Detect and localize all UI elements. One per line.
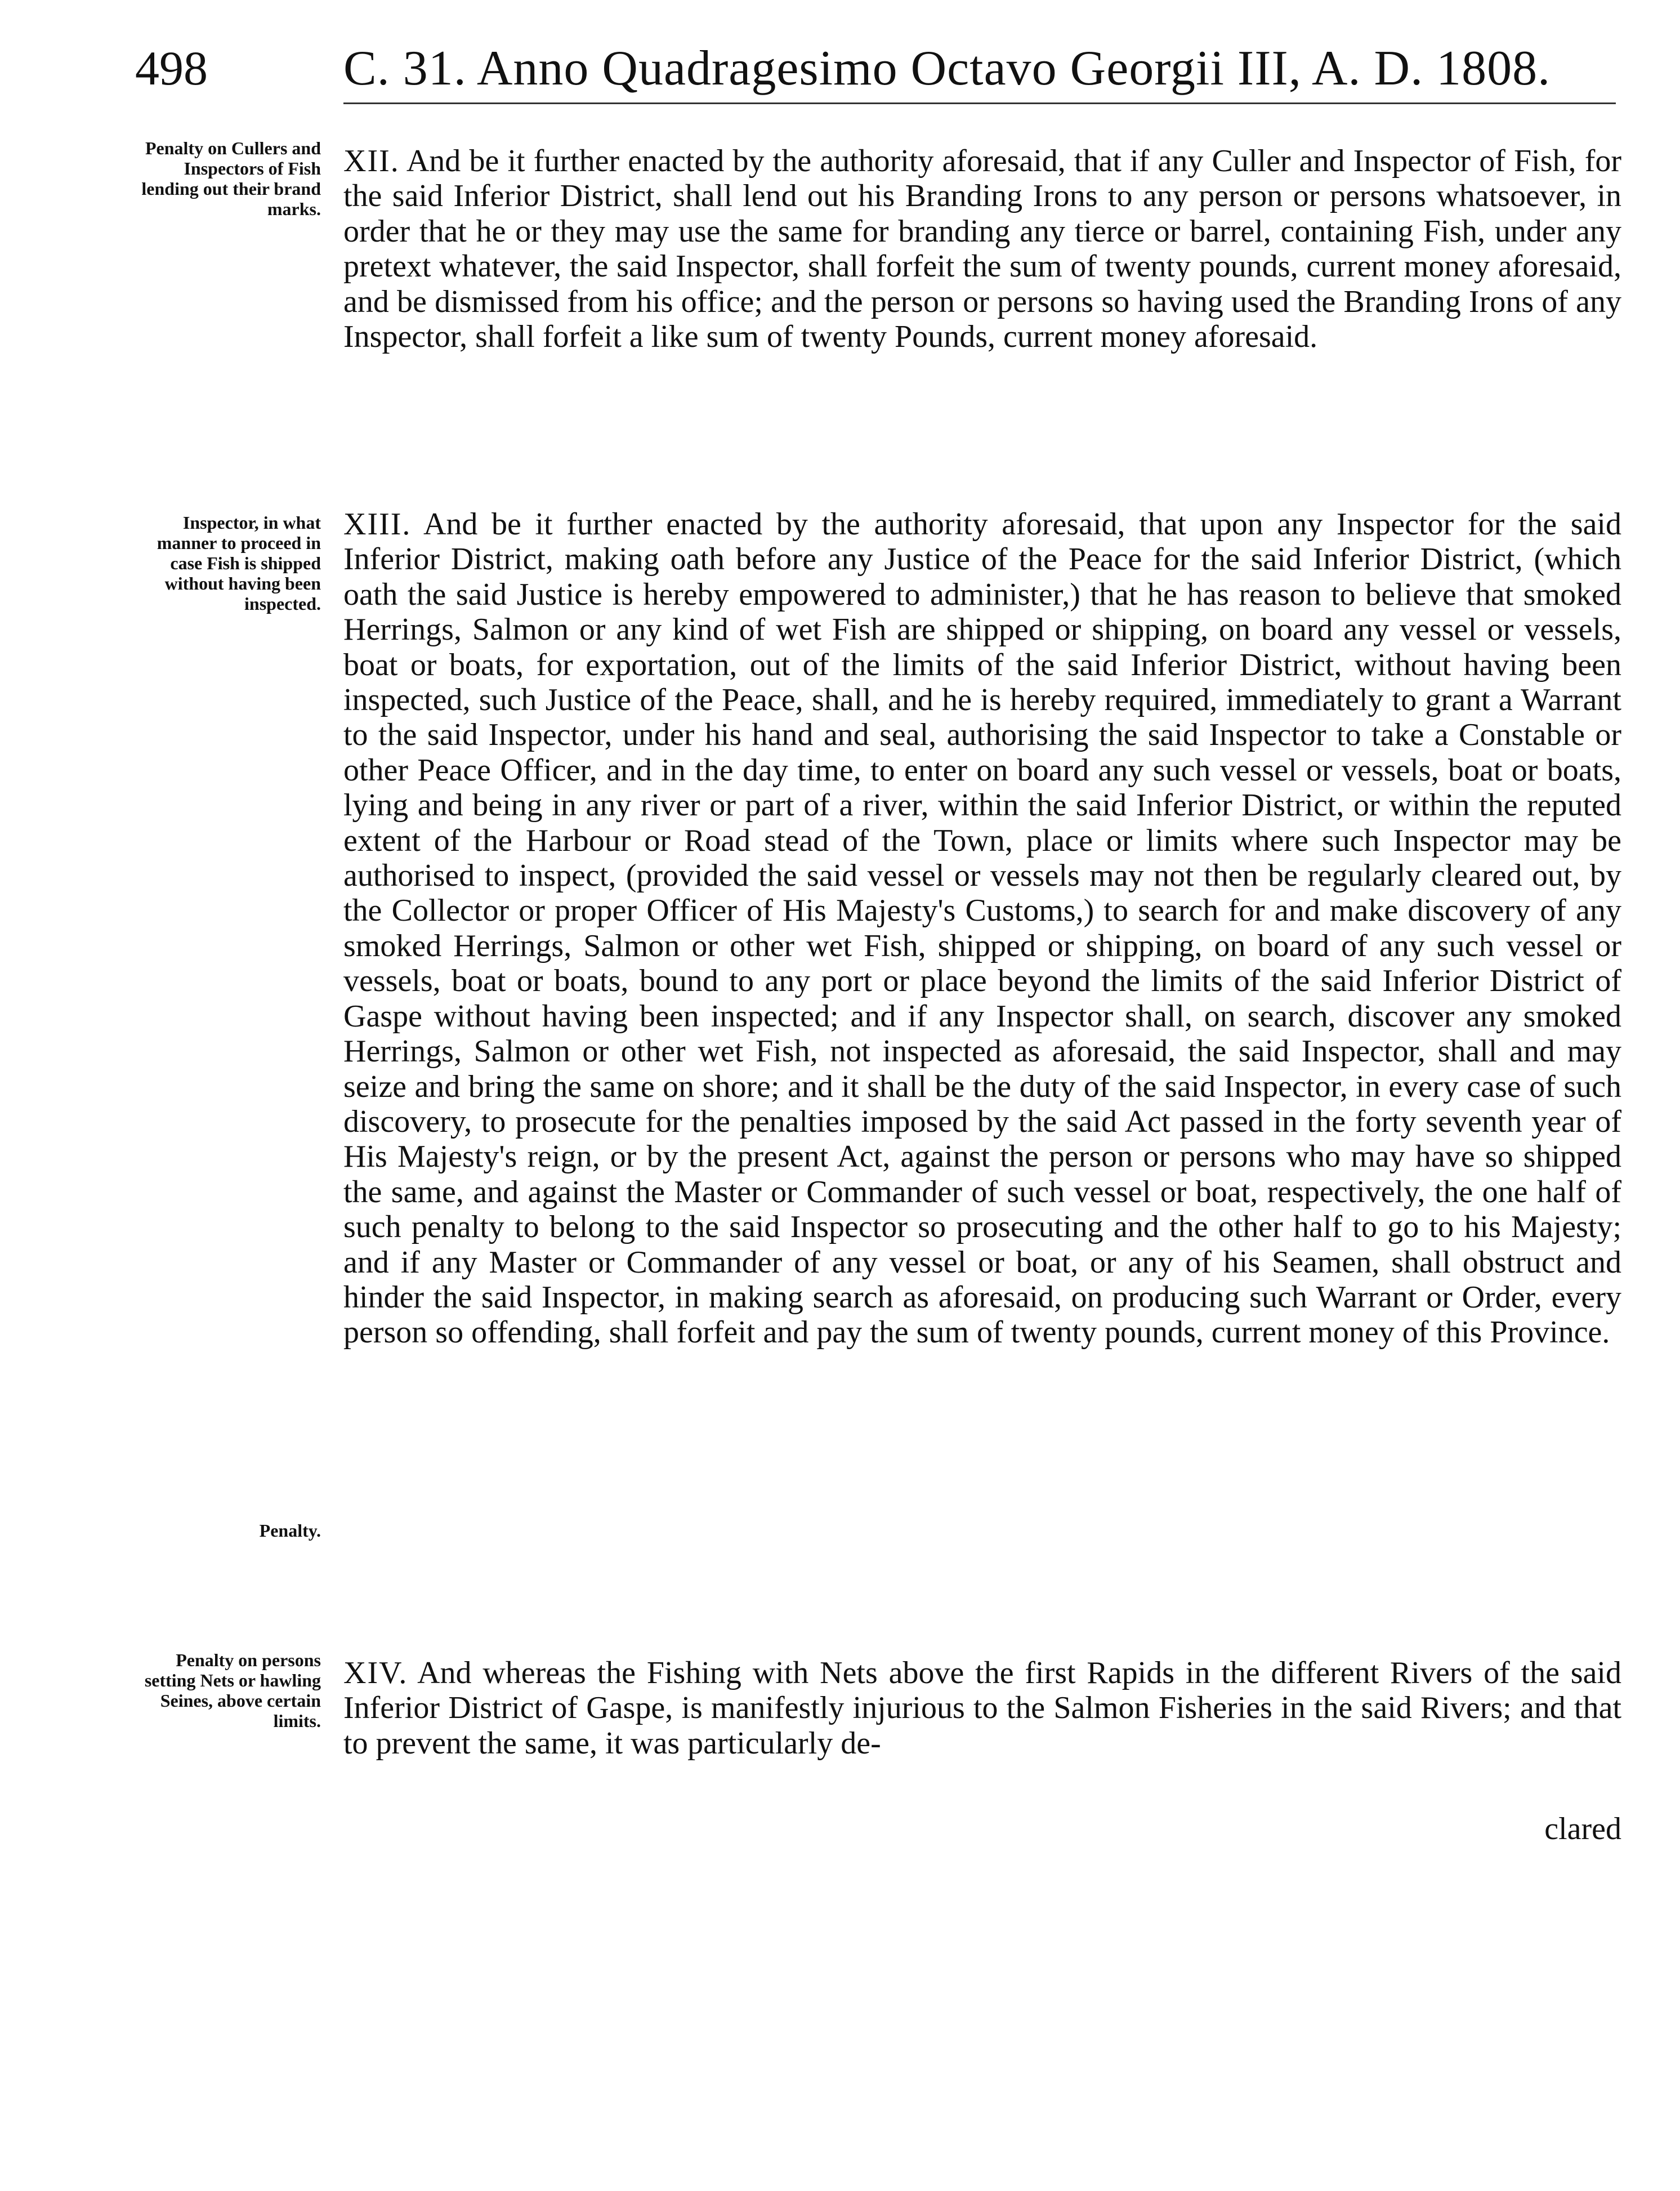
margin-note-text: Penalty.: [259, 1520, 321, 1541]
section-text: And be it further enacted by the authority aforesaid, that upon any Inspector for the said Inferior District, making oath before any Justice of the Peace for the said Inferior District, (which oath the said Justice is hereby empowered to administer,) that he has reason to believe that smoked Herrings, Salmon or any kind of wet Fish are shipped or shipping, on board any vessel or vessels, boat or boats, for exportation, out of the limits of the said Inferior District, without having been inspected, such Justice of the Peace, shall, and he is hereby required, immediately to grant a Warrant to the said Inspector, under his hand and seal, authorising the said Inspector to take a Constable or other Peace Officer, and in the day time, to enter on board any such vessel or vessels, boat or boats, lying and being in any river or part of a river, within the said Inferior District, or within the reputed extent of the Harbour or Road stead of the Town, place or limits where such Inspector may be authorised to inspect, (provided the said vessel or vessels may not then be regularly cleared out, by the Collector or proper Officer of His Majesty's Customs,) to search for and make discovery of any smoked Herrings, Salmon or other wet Fish, shipped or shipping, on board of any such vessel or vessels, boat or boats, bound to any port or place beyond the limits of the said Inferior District of Gaspe without having been inspected; and if any Inspector shall, on search, discover any smoked Herrings, Salmon or other wet Fish, not inspected as aforesaid, the said Inspector, shall and may seize and bring the same on shore; and it shall be the duty of the said Inspector, in every case of such discovery, to prosecute for the penalties imposed by the said Act passed in the forty seventh year of His Majesty's reign, or by the present Act, against the person or persons who may have so shipped the same, and against the Master or Commander of such vessel or boat, respectively, the one half of such penalty to belong to the said Inspector so prosecuting and the other half to go to his Majesty; and if any Master or Commander of any vessel or boat, or any of his Seamen, shall obstruct and hinder the said Inspector, in making search as aforesaid, on producing such Warrant or Order, every person so offending, shall forfeit and pay the sum of twenty pounds, current money of this Province.: [343, 507, 1621, 1350]
section-xii: [343, 144, 1621, 354]
margin-note-text: Inspector, in what manner to proceed in case Fish is shipped without having been inspected.: [157, 512, 321, 614]
section-text: And whereas the Fishing with Nets above the first Rapids in the different Rivers of the said Inferior District of Gaspe, is manifestly injurious to the Salmon Fisheries in the said Rivers; and that to prevent the same, it was particularly de-: [343, 1655, 1621, 1761]
section-number: XII.: [343, 144, 400, 179]
margin-note-section-xiv: [129, 1650, 321, 1731]
margin-note-section-xii: [129, 138, 321, 219]
section-number: XIV.: [343, 1655, 408, 1690]
header-rule: [343, 102, 1616, 104]
section-xiii: [343, 507, 1621, 1350]
catchword: clared: [1544, 1811, 1621, 1846]
section-text: And be it further enacted by the authority aforesaid, that if any Culler and Inspector of Fish, for the said Inferior District, shall lend out his Branding Irons to any person or persons whatsoever, in order that he or they may use the same for branding any tierce or barrel, containing Fish, under any pretext whatever, the said Inspector, shall forfeit the sum of twenty pounds, current money aforesaid, and be dismissed from his office; and the person or persons so having used the Branding Irons of any Inspector, shall forfeit a like sum of twenty Pounds, current money aforesaid.: [343, 144, 1621, 355]
section-xiv: [343, 1655, 1621, 1761]
margin-note-text: Penalty on Cullers and Inspectors of Fish lending out their brand marks.: [141, 138, 321, 219]
running-title: C. 31. Anno Quadragesimo Octavo Georgii III, A. D. 1808.: [343, 41, 1551, 96]
margin-note-text: Penalty on persons setting Nets or hawling Seines, above certain limits.: [144, 1650, 321, 1731]
margin-note-section-xiii: [129, 512, 321, 614]
page-number: 498: [135, 41, 208, 95]
margin-note-penalty: [129, 1520, 321, 1541]
section-number: XIII.: [343, 507, 412, 542]
